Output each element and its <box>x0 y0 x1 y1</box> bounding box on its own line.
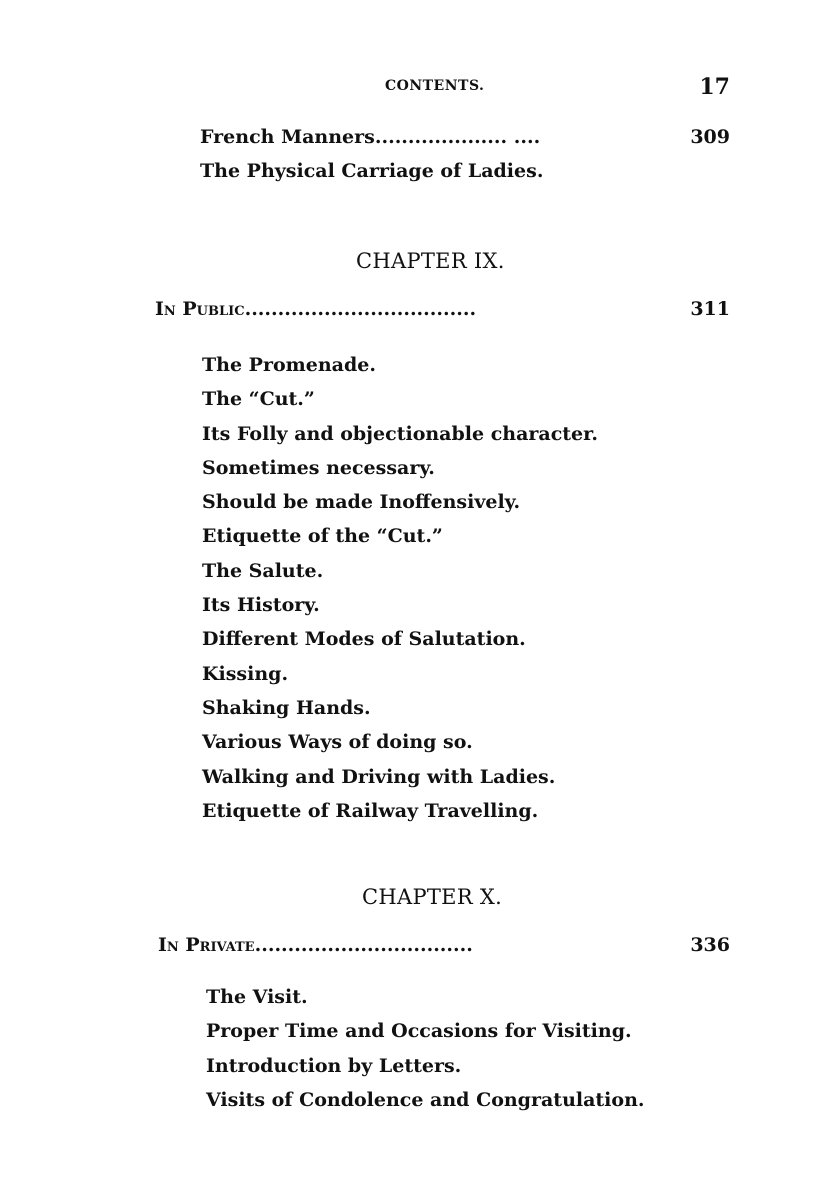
topic-line: Introduction by Letters. <box>206 1054 462 1077</box>
topic-line: The Promenade. <box>202 354 376 376</box>
toc-entry-physical-carriage: The Physical Carriage of Ladies. <box>200 160 544 182</box>
topic-line: Visits of Condolence and Congratulation. <box>206 1088 645 1111</box>
toc-entry-page: 309 <box>690 126 730 148</box>
topic-line: Etiquette of Railway Travelling. <box>202 799 539 822</box>
chapter-ix-topics <box>202 348 598 828</box>
page-number: 17 <box>699 74 730 100</box>
toc-entry-page: 311 <box>690 298 730 320</box>
toc-entry-title: In Public <box>155 298 245 320</box>
topic-line: Should be made Inoffensively. <box>202 491 521 514</box>
chapter-heading-ix: CHAPTER IX. <box>356 249 505 273</box>
toc-entry-french-manners <box>200 126 730 148</box>
running-head: CONTENTS. <box>385 78 485 94</box>
topic-line: Its History. <box>202 594 320 617</box>
topic-line: Different Modes of Salutation. <box>202 628 526 651</box>
topic-line: The Visit. <box>206 986 308 1008</box>
topic-line: Kissing. <box>202 662 289 685</box>
topic-line: Shaking Hands. <box>202 696 371 719</box>
toc-entry-in-private <box>158 934 730 956</box>
toc-entry-title: French Manners <box>200 126 375 148</box>
topic-line: Etiquette of the “Cut.” <box>202 525 443 548</box>
dot-leader: .................... .... <box>374 126 541 148</box>
chapter-heading-x: CHAPTER X. <box>362 885 503 909</box>
topic-line: The Salute. <box>202 559 324 582</box>
topic-line: Proper Time and Occasions for Visiting. <box>206 1020 632 1043</box>
toc-entry-title: In Private <box>158 934 255 956</box>
chapter-x-topics <box>206 980 645 1117</box>
toc-entry-in-public <box>155 298 730 320</box>
topic-line: Sometimes necessary. <box>202 456 435 479</box>
topic-line: Its Folly and objectionable character. <box>202 422 599 445</box>
dot-leader: ................................. <box>254 934 473 956</box>
topic-line: Various Ways of doing so. <box>202 731 473 754</box>
dot-leader: ................................... <box>244 298 477 320</box>
topic-line: Walking and Driving with Ladies. <box>202 765 556 788</box>
toc-entry-page: 336 <box>690 934 730 956</box>
topic-line: The “Cut.” <box>202 388 315 411</box>
